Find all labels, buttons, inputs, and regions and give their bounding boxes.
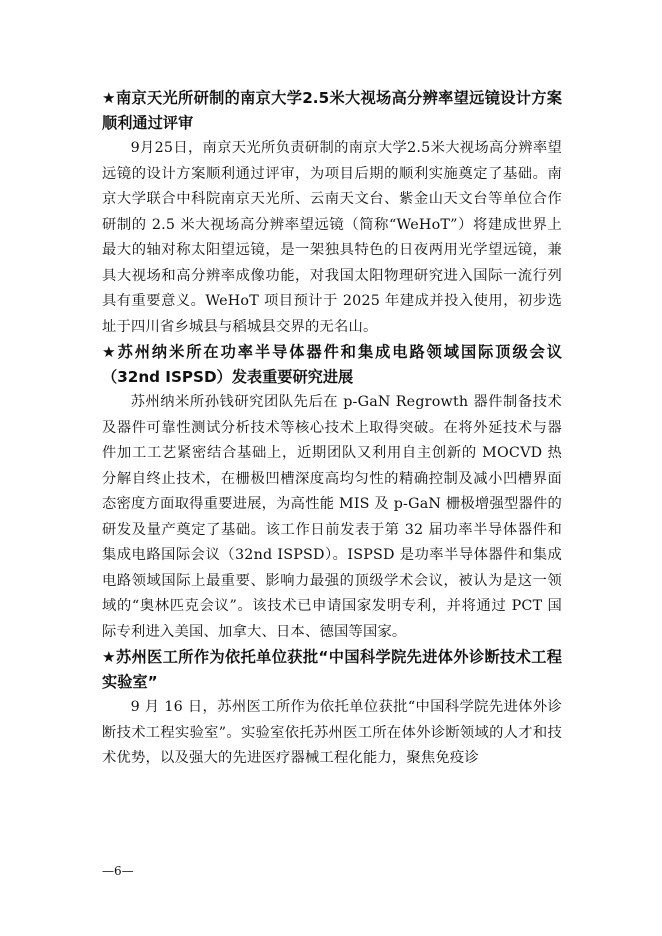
article-body: 苏州纳米所孙钱研究团队先后在 p-GaN Regrowth 器件制备技术及器件可靠性测试分析技术等核心技术上取得突破。在将外延技术与器件加工工艺紧密结合基础上，近期团队又利用自主创新的 MOCVD 热分解自终止技术，在栅极凹槽深度高均匀性的精确控制及减小凹槽界面态密度方面取得重要进展，为高性能 MIS 及 p-GaN 栅极增强型器件的研发及量产奠定了基础。该工作日前发表于第 32 届功率半导体器件和集成电路国际会议（32nd ISPSD）。ISPSD 是功率半导体器件和集成电路领域国际上最重要、影响力最强的顶级学术会议，被认为是这一领域的“奥林匹克会议”。该技术已申请国家发明专利，并将通过 PCT 国际专利进入美国、加拿大、日本、德国等国家。: [102, 394, 562, 640]
page-number: —6—: [102, 864, 134, 878]
article-body: 9 月 16 日，苏州医工所作为依托单位获批“中国科学院先进体外诊断技术工程实验室”。实验室依托苏州医工所在体外诊断领域的人才和技术优势，以及强大的先进医疗器械工程化能力，聚焦免疫诊: [102, 699, 562, 766]
article-2: [102, 340, 562, 645]
article-3: [102, 645, 562, 772]
article-1: [102, 86, 562, 340]
article-heading: ★苏州纳米所在功率半导体器件和集成电路领域国际顶级会议（32nd ISPSD）发表重要研究进展: [102, 343, 562, 386]
article-heading: ★南京天光所研制的南京大学2.5米大视场高分辨率望远镜设计方案顺利通过评审: [102, 89, 562, 132]
document-page: [102, 86, 562, 772]
article-heading: ★苏州医工所作为依托单位获批“中国科学院先进体外诊断技术工程实验室”: [102, 648, 562, 691]
article-body: 9月25日，南京天光所负责研制的南京大学2.5米大视场高分辨率望远镜的设计方案顺利通过评审，为项目后期的顺利实施奠定了基础。南京大学联合中科院南京天光所、云南天文台、紫金山天文台等单位合作研制的 2.5 米大视场高分辨率望远镜（简称“WeHoT”）将建成世界上最大的轴对称太阳望远镜，是一架独具特色的日夜两用光学望远镜，兼具大视场和高分辨率成像功能，对我国太阳物理研究进入国际一流行列具有重要意义。WeHoT 项目预计于 2025 年建成并投入使用，初步选址于四川省乡城县与稻城县交界的无名山。: [102, 140, 562, 335]
